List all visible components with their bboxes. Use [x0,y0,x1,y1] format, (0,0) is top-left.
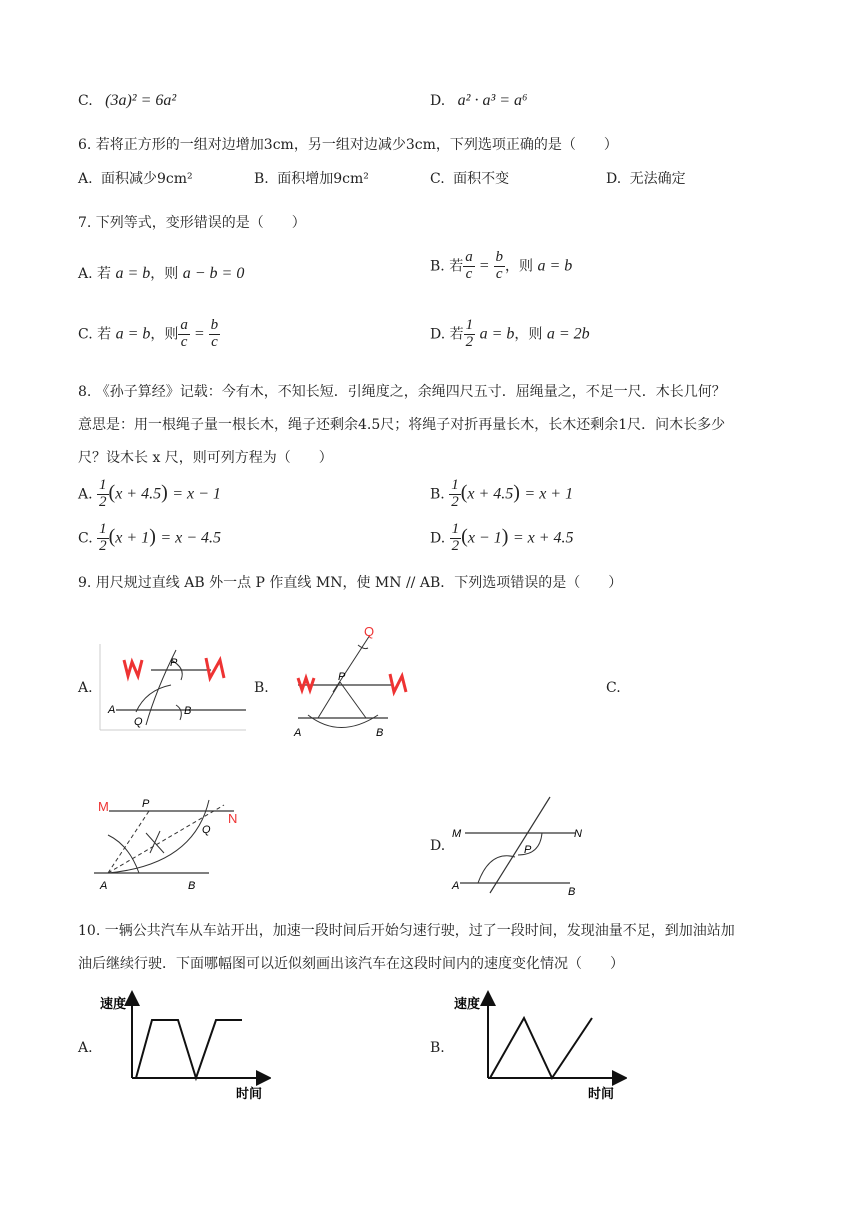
option-label: D. [430,93,446,109]
q8-option-c[interactable]: C. $\frac{1}{2}$ (x + 1) = x − 4.5 [78,521,222,554]
q7-option-d[interactable] [430,318,590,351]
q8-stem-line1: 8. 《孙子算经》记载：今有木，不知长短．引绳度之，余绳四尺五寸．屈绳量之，不足一尺．木长几何？ [78,384,726,400]
q6-option-c[interactable] [430,168,509,188]
fraction-one-half: $\frac{1}{2}$ [99,477,107,510]
point-label-a: A [108,704,116,716]
q10-label-a: A. [78,1040,93,1056]
point-label-b: B [184,705,192,717]
option-inner: x + 4.5 [115,485,162,503]
option-label: D. [606,171,622,187]
option-label: A. [78,486,93,503]
fraction-b-over-c: $\frac{b}{c}$ [495,249,503,282]
point-label-p: P [142,798,150,810]
point-label-q: Q [202,824,211,836]
q8-option-b[interactable]: B. $\frac{1}{2}$ (x + 4.5) = x + 1 [430,477,574,510]
option-expression: a² · a³ = a⁶ [457,92,528,109]
point-label-q: Q [134,716,143,728]
point-label-a: A [294,727,302,739]
point-label-b: B [188,880,196,892]
option-inner: x + 4.5 [467,485,514,503]
q9-stem: 9. 用尺规过直线 AB 外一点 P 作直线 MN，使 MN // AB．下列选项错误的是（ ） [78,575,623,591]
option-text: 若 [449,326,464,343]
option-expression: (3a)² = 6a² [105,92,177,109]
option-result: a − b = 0 [182,265,245,282]
fraction-a-over-c: $\frac{a}{c}$ [180,317,188,350]
q10-stem-line2: 油后继续行驶．下面哪幅图可以近似刻画出该汽车在这段时间内的速度变化情况（ ） [78,956,624,972]
q8-option-d[interactable]: D. $\frac{1}{2}$ (x − 1) = x + 4.5 [430,521,574,554]
point-label-n: N [228,811,238,826]
point-label-q: Q [364,624,375,639]
option-condition: a = b [115,325,151,343]
option-text: ，则 [150,266,179,282]
option-text: 若 [97,326,112,343]
y-axis-label: 速度 [454,996,481,1011]
option-text: ，则 [505,258,533,275]
option-result: a = b [537,257,573,275]
q7-option-a[interactable] [78,263,244,283]
y-axis-label: 速度 [100,996,127,1011]
fraction-a-over-c: $\frac{a}{c}$ [465,249,473,282]
q7-option-b[interactable]: B. 若 $\frac{a}{c}$ = $\frac{b}{c}$ ，则 a = b [430,249,573,282]
q7-option-c[interactable]: C. 若 a = b，则 $\frac{a}{c}$ = $\frac{b}{c}$ [78,317,219,350]
q10-graph-a[interactable] [96,990,271,1105]
option-text: ，则 [514,326,543,343]
fraction-b-over-c: $\frac{b}{c}$ [210,317,219,350]
point-label-b: B [376,727,384,739]
point-label-m: M [98,799,109,814]
q6-stem: 6. 若将正方形的一组对边增加3cm，另一组对边减少3cm，下列选项正确的是（ ） [78,137,618,153]
point-label-b: B [568,886,576,898]
option-text: 若 [449,258,464,275]
fraction-one-half: $\frac{1}{2}$ [451,521,460,554]
option-rhs: = x + 4.5 [512,529,574,547]
option-label: C. [430,171,445,187]
q8-stem-line2: 意思是：用一根绳子量一根长木，绳子还剩余4.5尺；将绳子对折再量长木，长木还剩余1尺．问木长多少 [78,417,726,433]
option-condition: a = b [479,325,515,343]
q9-label-a: A. [78,680,93,696]
point-label-p: P [338,671,346,683]
q7-stem: 7. 下列等式，变形错误的是（ ） [78,215,306,231]
point-label-a: A [100,880,108,892]
x-axis-label: 时间 [588,1086,615,1101]
q10-graph-b[interactable] [452,990,627,1105]
q9-label-c: C. [606,680,621,696]
option-label: C. [78,93,93,109]
option-text: 若 [97,266,112,282]
q9-figure-b[interactable] [288,620,418,745]
q6-option-d[interactable] [606,168,686,188]
option-rhs: = x + 1 [524,485,574,503]
option-label: B. [430,258,445,275]
option-rhs: = x − 4.5 [160,529,222,547]
q8-stem-line3: 尺？设木长 x 尺，则可列方程为（ ） [78,450,333,466]
option-label: A. [78,266,93,282]
option-text: 面积不变 [453,171,510,187]
option-condition: a = b [115,265,151,282]
q8-option-a[interactable]: A. $\frac{1}{2}$ (x + 4.5) = x − 1 [78,477,221,510]
option-text: ，则 [150,326,179,343]
point-label-n: N [574,828,582,840]
q9-figure-d[interactable] [450,795,600,900]
point-label-p: P [524,844,532,856]
option-inner: x − 1 [467,529,502,547]
option-label: D. [430,326,446,343]
option-text: 无法确定 [629,171,686,187]
option-result: a = 2b [546,325,590,343]
fraction-one-half: $\frac{1}{2}$ [465,317,474,350]
option-inner: x + 1 [115,529,150,547]
option-label: A. [78,171,93,187]
fraction-one-half: $\frac{1}{2}$ [99,521,107,554]
q9-figure-a[interactable] [96,640,251,735]
option-text: 面积减少9cm² [101,171,193,187]
option-text: 面积增加9cm² [277,171,369,187]
option-label: B. [430,486,445,503]
q9-label-d: D. [430,838,446,854]
point-label-p: P [170,657,178,669]
q9-label-b: B. [254,680,269,696]
q5-option-c[interactable] [78,92,176,110]
point-label-a: A [452,880,460,892]
q10-stem-line1: 10. 一辆公共汽车从车站开出，加速一段时间后开始匀速行驶，过了一段时间，发现油量不足，到加油站加 [78,923,735,939]
q5-option-d[interactable] [430,92,528,110]
q6-option-a[interactable] [78,168,193,188]
option-label: B. [254,171,269,187]
point-label-m: M [452,828,462,840]
option-label: D. [430,530,446,547]
fraction-one-half: $\frac{1}{2}$ [451,477,459,510]
x-axis-label: 时间 [236,1086,263,1101]
q6-option-b[interactable] [254,168,369,188]
option-label: C. [78,530,93,547]
q9-figure-c[interactable] [94,795,254,895]
q10-label-b: B. [430,1040,445,1056]
option-label: C. [78,326,93,343]
option-rhs: = x − 1 [172,485,221,503]
